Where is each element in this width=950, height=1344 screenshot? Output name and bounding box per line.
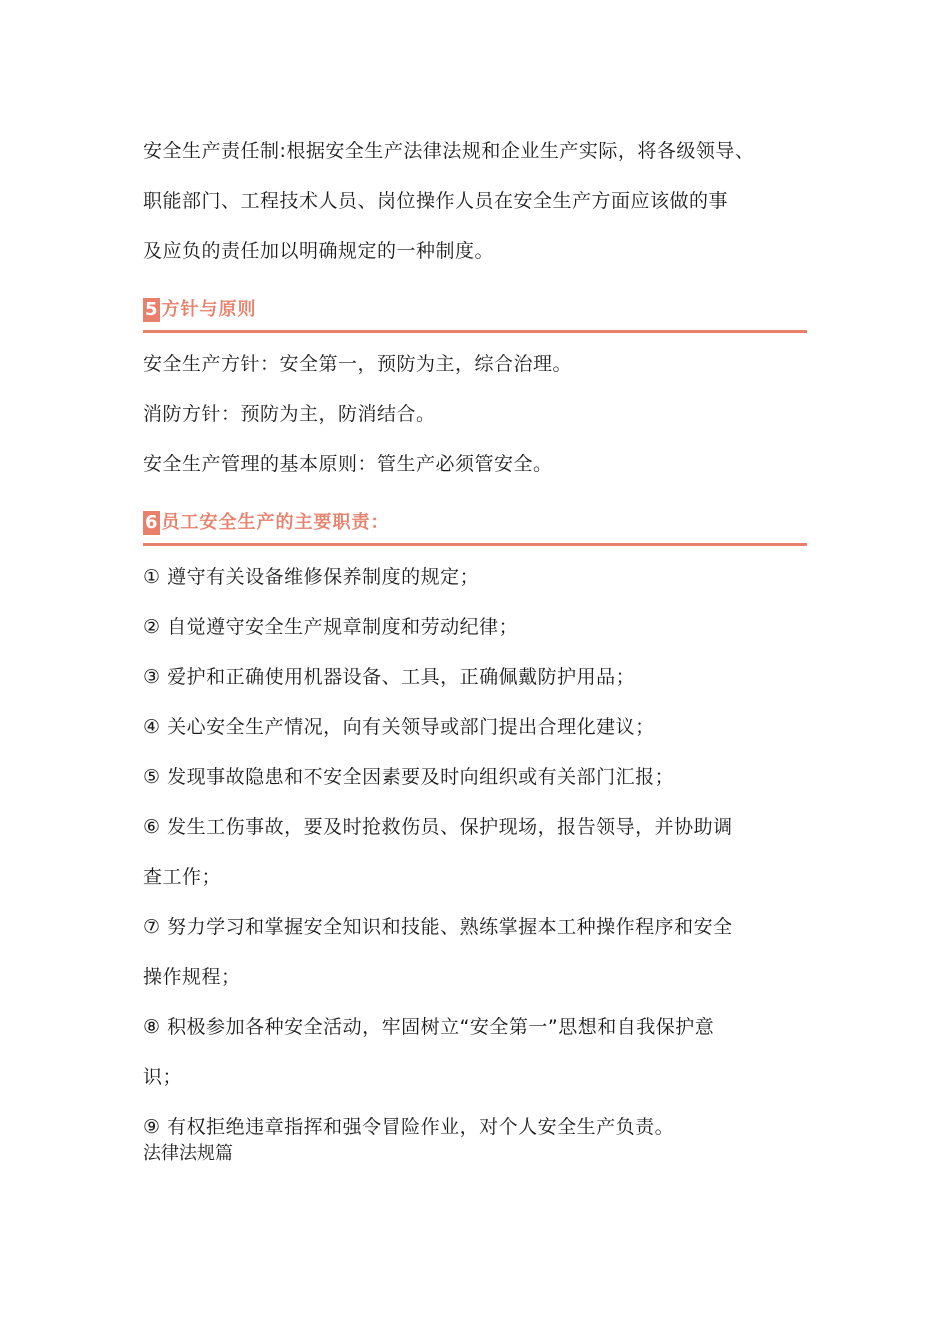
duty-line: 操作规程； bbox=[143, 966, 241, 988]
intro-paragraph bbox=[143, 126, 807, 276]
policy-line: 消防方针：预防为主，防消结合。 bbox=[143, 403, 436, 425]
duty-line: 识； bbox=[143, 1066, 183, 1088]
document-body bbox=[143, 126, 807, 1166]
duty-line: ⑦ 努力学习和掌握安全知识和技能、熟练掌握本工种操作程序和安全 bbox=[143, 916, 733, 938]
section-6-body bbox=[143, 552, 807, 1152]
section-5-heading bbox=[143, 290, 807, 333]
duty-line: ⑥ 发生工伤事故，要及时抢救伤员、保护现场，报告领导，并协助调 bbox=[143, 816, 733, 838]
section-6-heading bbox=[143, 503, 807, 546]
duty-line: ③ 爱护和正确使用机器设备、工具，正确佩戴防护用品； bbox=[143, 666, 636, 688]
duty-line: ⑨ 有权拒绝违章指挥和强令冒险作业，对个人安全生产负责。 bbox=[143, 1116, 675, 1138]
policy-line: 安全生产方针：安全第一，预防为主，综合治理。 bbox=[143, 353, 573, 375]
intro-line: 安全生产责任制:根据安全生产法律法规和企业生产实际，将各级领导、 bbox=[143, 140, 755, 162]
duty-line: ④ 关心安全生产情况，向有关领导或部门提出合理化建议； bbox=[143, 716, 655, 738]
policy-line: 安全生产管理的基本原则：管生产必须管安全。 bbox=[143, 453, 553, 475]
section-title: 方针与原则 bbox=[161, 299, 257, 320]
section-5-body bbox=[143, 339, 807, 489]
duty-line: ① 遵守有关设备维修保养制度的规定； bbox=[143, 566, 480, 588]
section-title: 员工安全生产的主要职责： bbox=[161, 512, 390, 533]
intro-line: 及应负的责任加以明确规定的一种制度。 bbox=[143, 240, 495, 262]
section-number: 6 bbox=[145, 512, 158, 533]
duty-line: 查工作； bbox=[143, 866, 222, 888]
section-number: 5 bbox=[145, 299, 158, 320]
duty-line: ⑧ 积极参加各种安全活动，牢固树立“安全第一”思想和自我保护意 bbox=[143, 1016, 715, 1038]
duty-line: ⑤ 发现事故隐患和不安全因素要及时向组织或有关部门汇报； bbox=[143, 766, 675, 788]
footer-label: 法律法规篇 bbox=[143, 1143, 233, 1164]
intro-line: 职能部门、工程技术人员、岗位操作人员在安全生产方面应该做的事 bbox=[143, 190, 729, 212]
duty-line: ② 自觉遵守安全生产规章制度和劳动纪律； bbox=[143, 616, 519, 638]
